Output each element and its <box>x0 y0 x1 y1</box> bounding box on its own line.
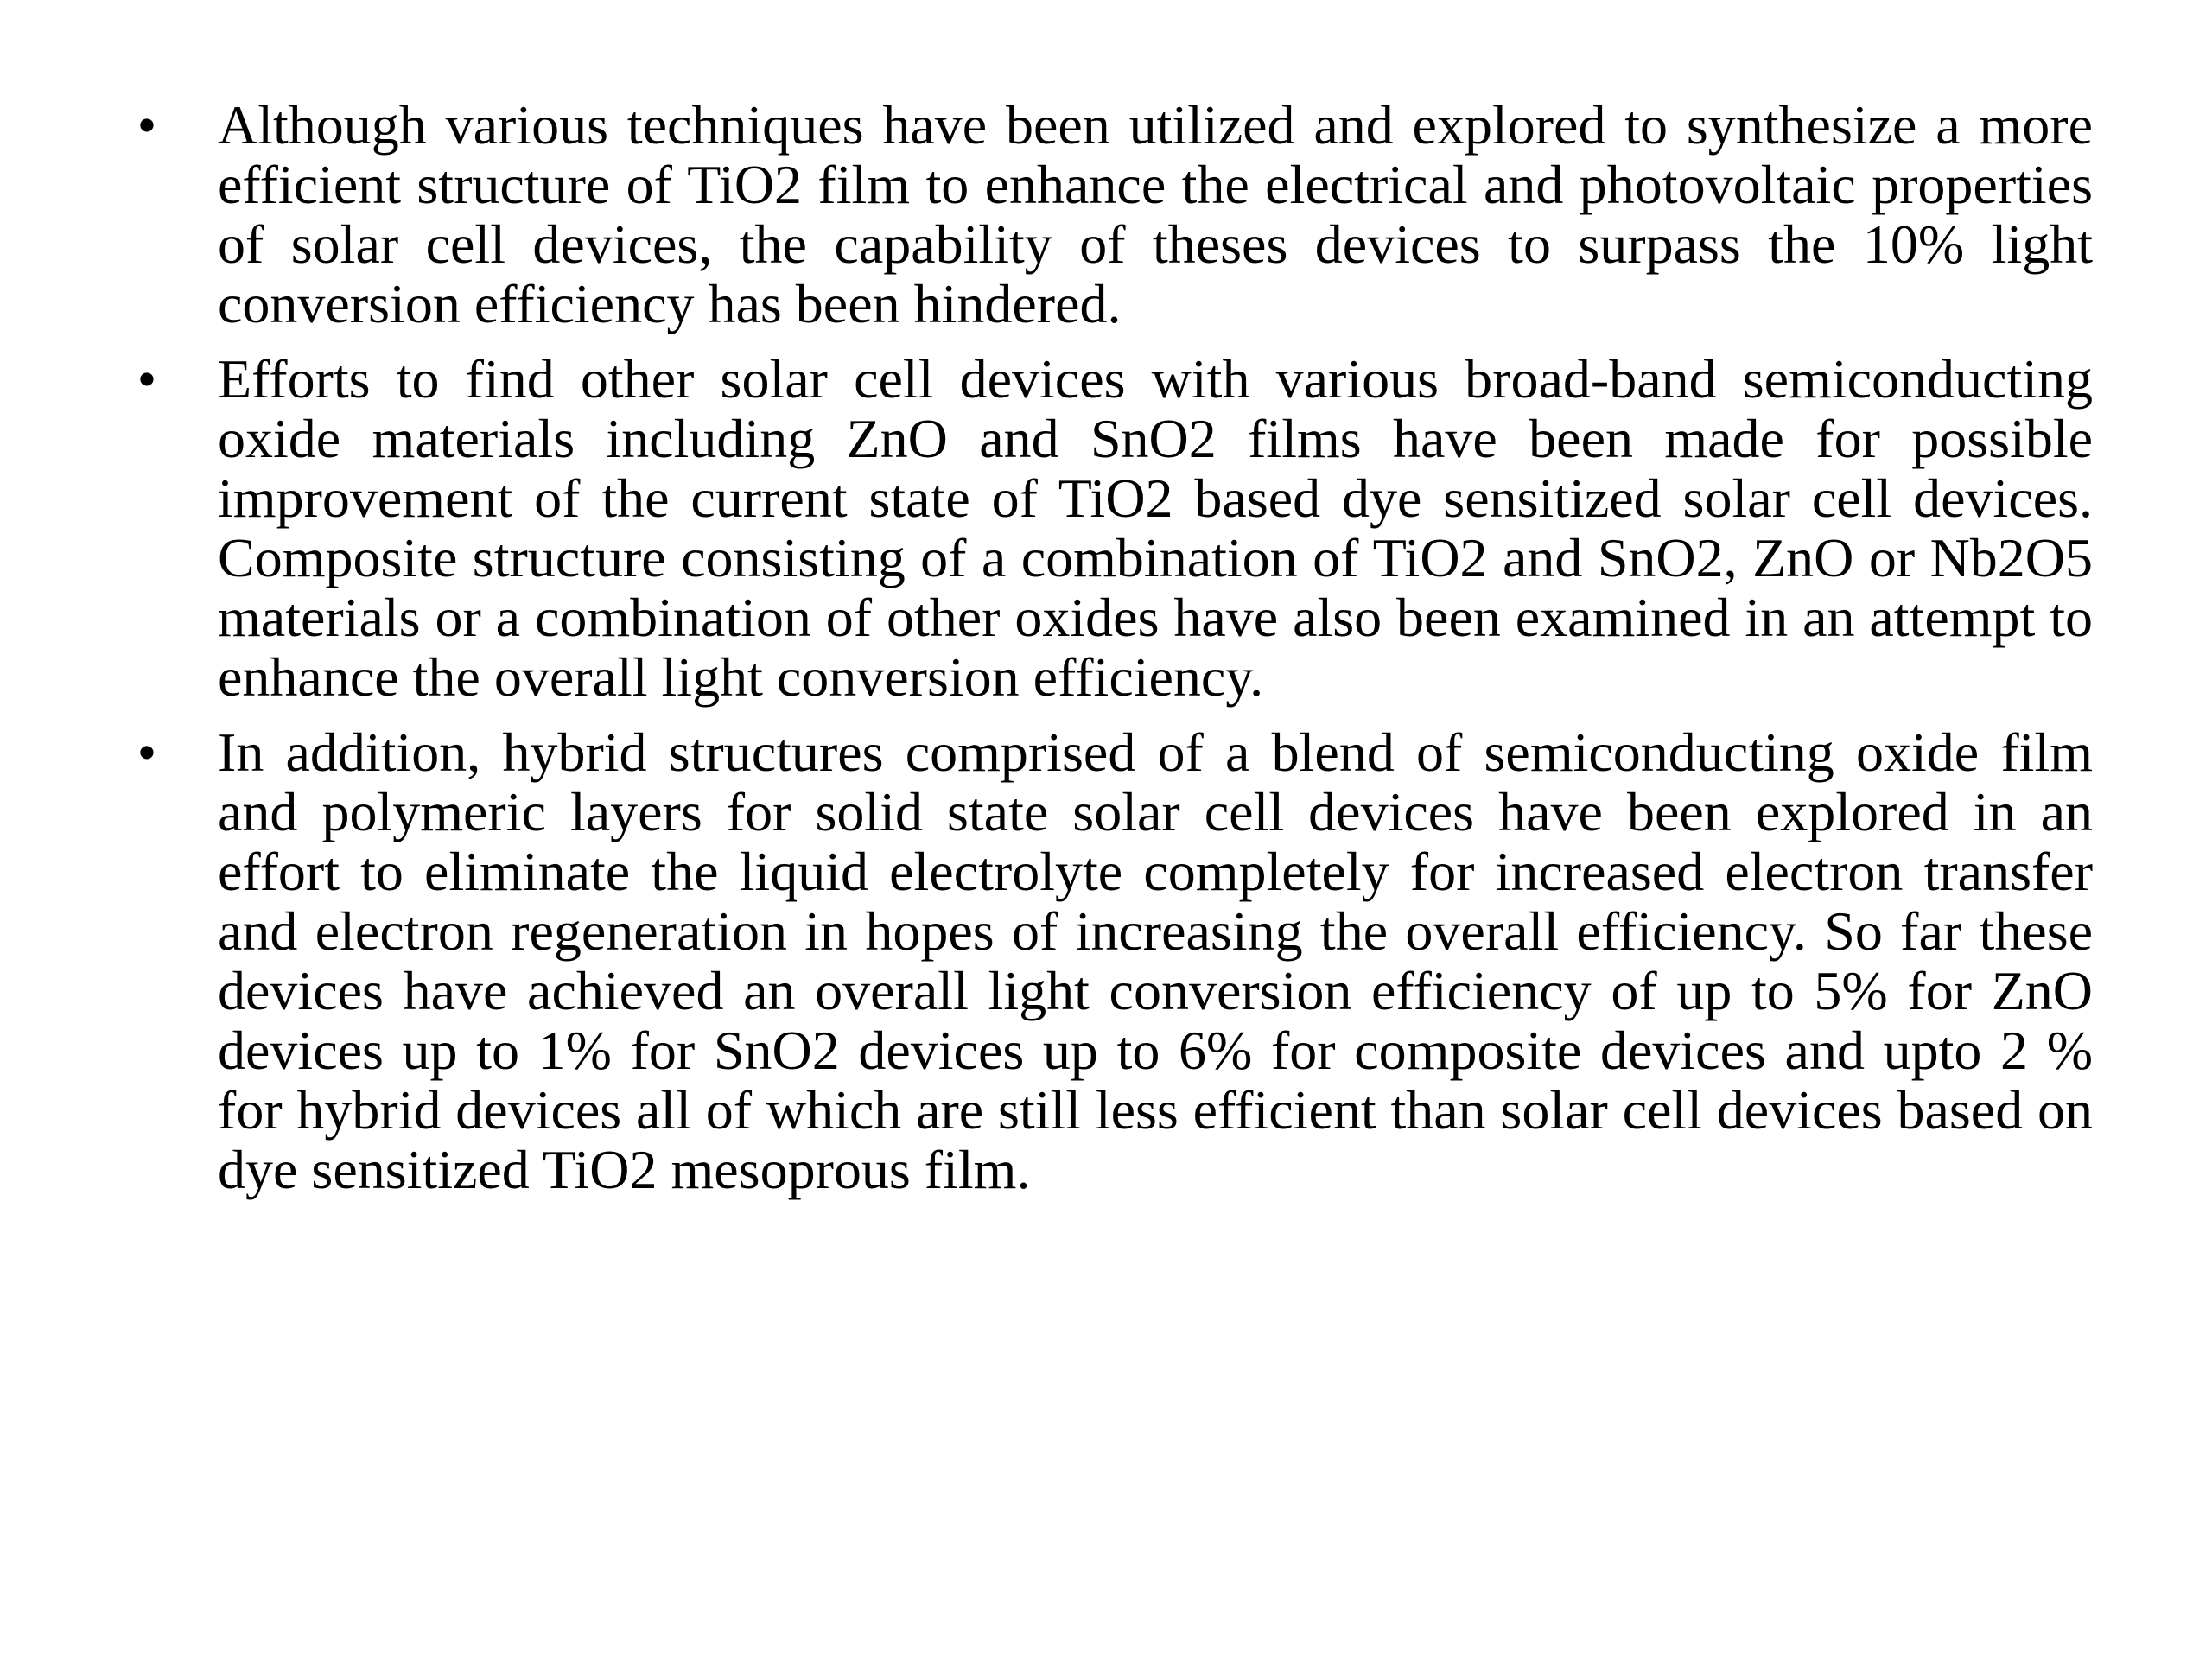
bullet-text: In addition, hybrid structures comprised of a blend of semiconducting oxide film and polymeric layers for solid state solar cell devices have been explored in an effort to eliminate the liquid electrolyte completely for increased electron transfer and electron regeneration in hopes of increasing the overall efficiency. So far these devices have achieved an overall light conversion efficiency of up to 5% for ZnO devices up to 1% for SnO2 devices up to 6% for composite devices and upto 2 % for hybrid devices all of which are still less efficient than solar cell devices based on dye sensitized TiO2 mesoprous film. <box>218 721 2093 1200</box>
bullet-text: Efforts to find other solar cell devices with various broad-band semiconducting oxide materials including ZnO and SnO2 films have been made for possible improvement of the current state of TiO2 based dye sensitized solar cell devices. Composite structure consisting of a combination of TiO2 and SnO2, ZnO or Nb2O5 materials or a combination of other oxides have also been examined in an attempt to enhance the overall light conversion efficiency. <box>218 348 2093 708</box>
bullet-item-oxide-materials <box>130 349 2093 707</box>
bullet-icon: • <box>137 721 157 783</box>
bullet-item-hybrid-structures <box>130 722 2093 1199</box>
bullet-item-techniques <box>130 95 2093 334</box>
bullet-text: Although various techniques have been utilized and explored to synthesize a more efficient structure of TiO2 film to enhance the electrical and photovoltaic properties of solar cell devices, the capability of theses devices to surpass the 10% light conversion efficiency has been hindered. <box>218 94 2093 334</box>
bullet-icon: • <box>137 348 157 410</box>
bullet-icon: • <box>137 94 157 156</box>
bullet-list <box>130 95 2093 1215</box>
